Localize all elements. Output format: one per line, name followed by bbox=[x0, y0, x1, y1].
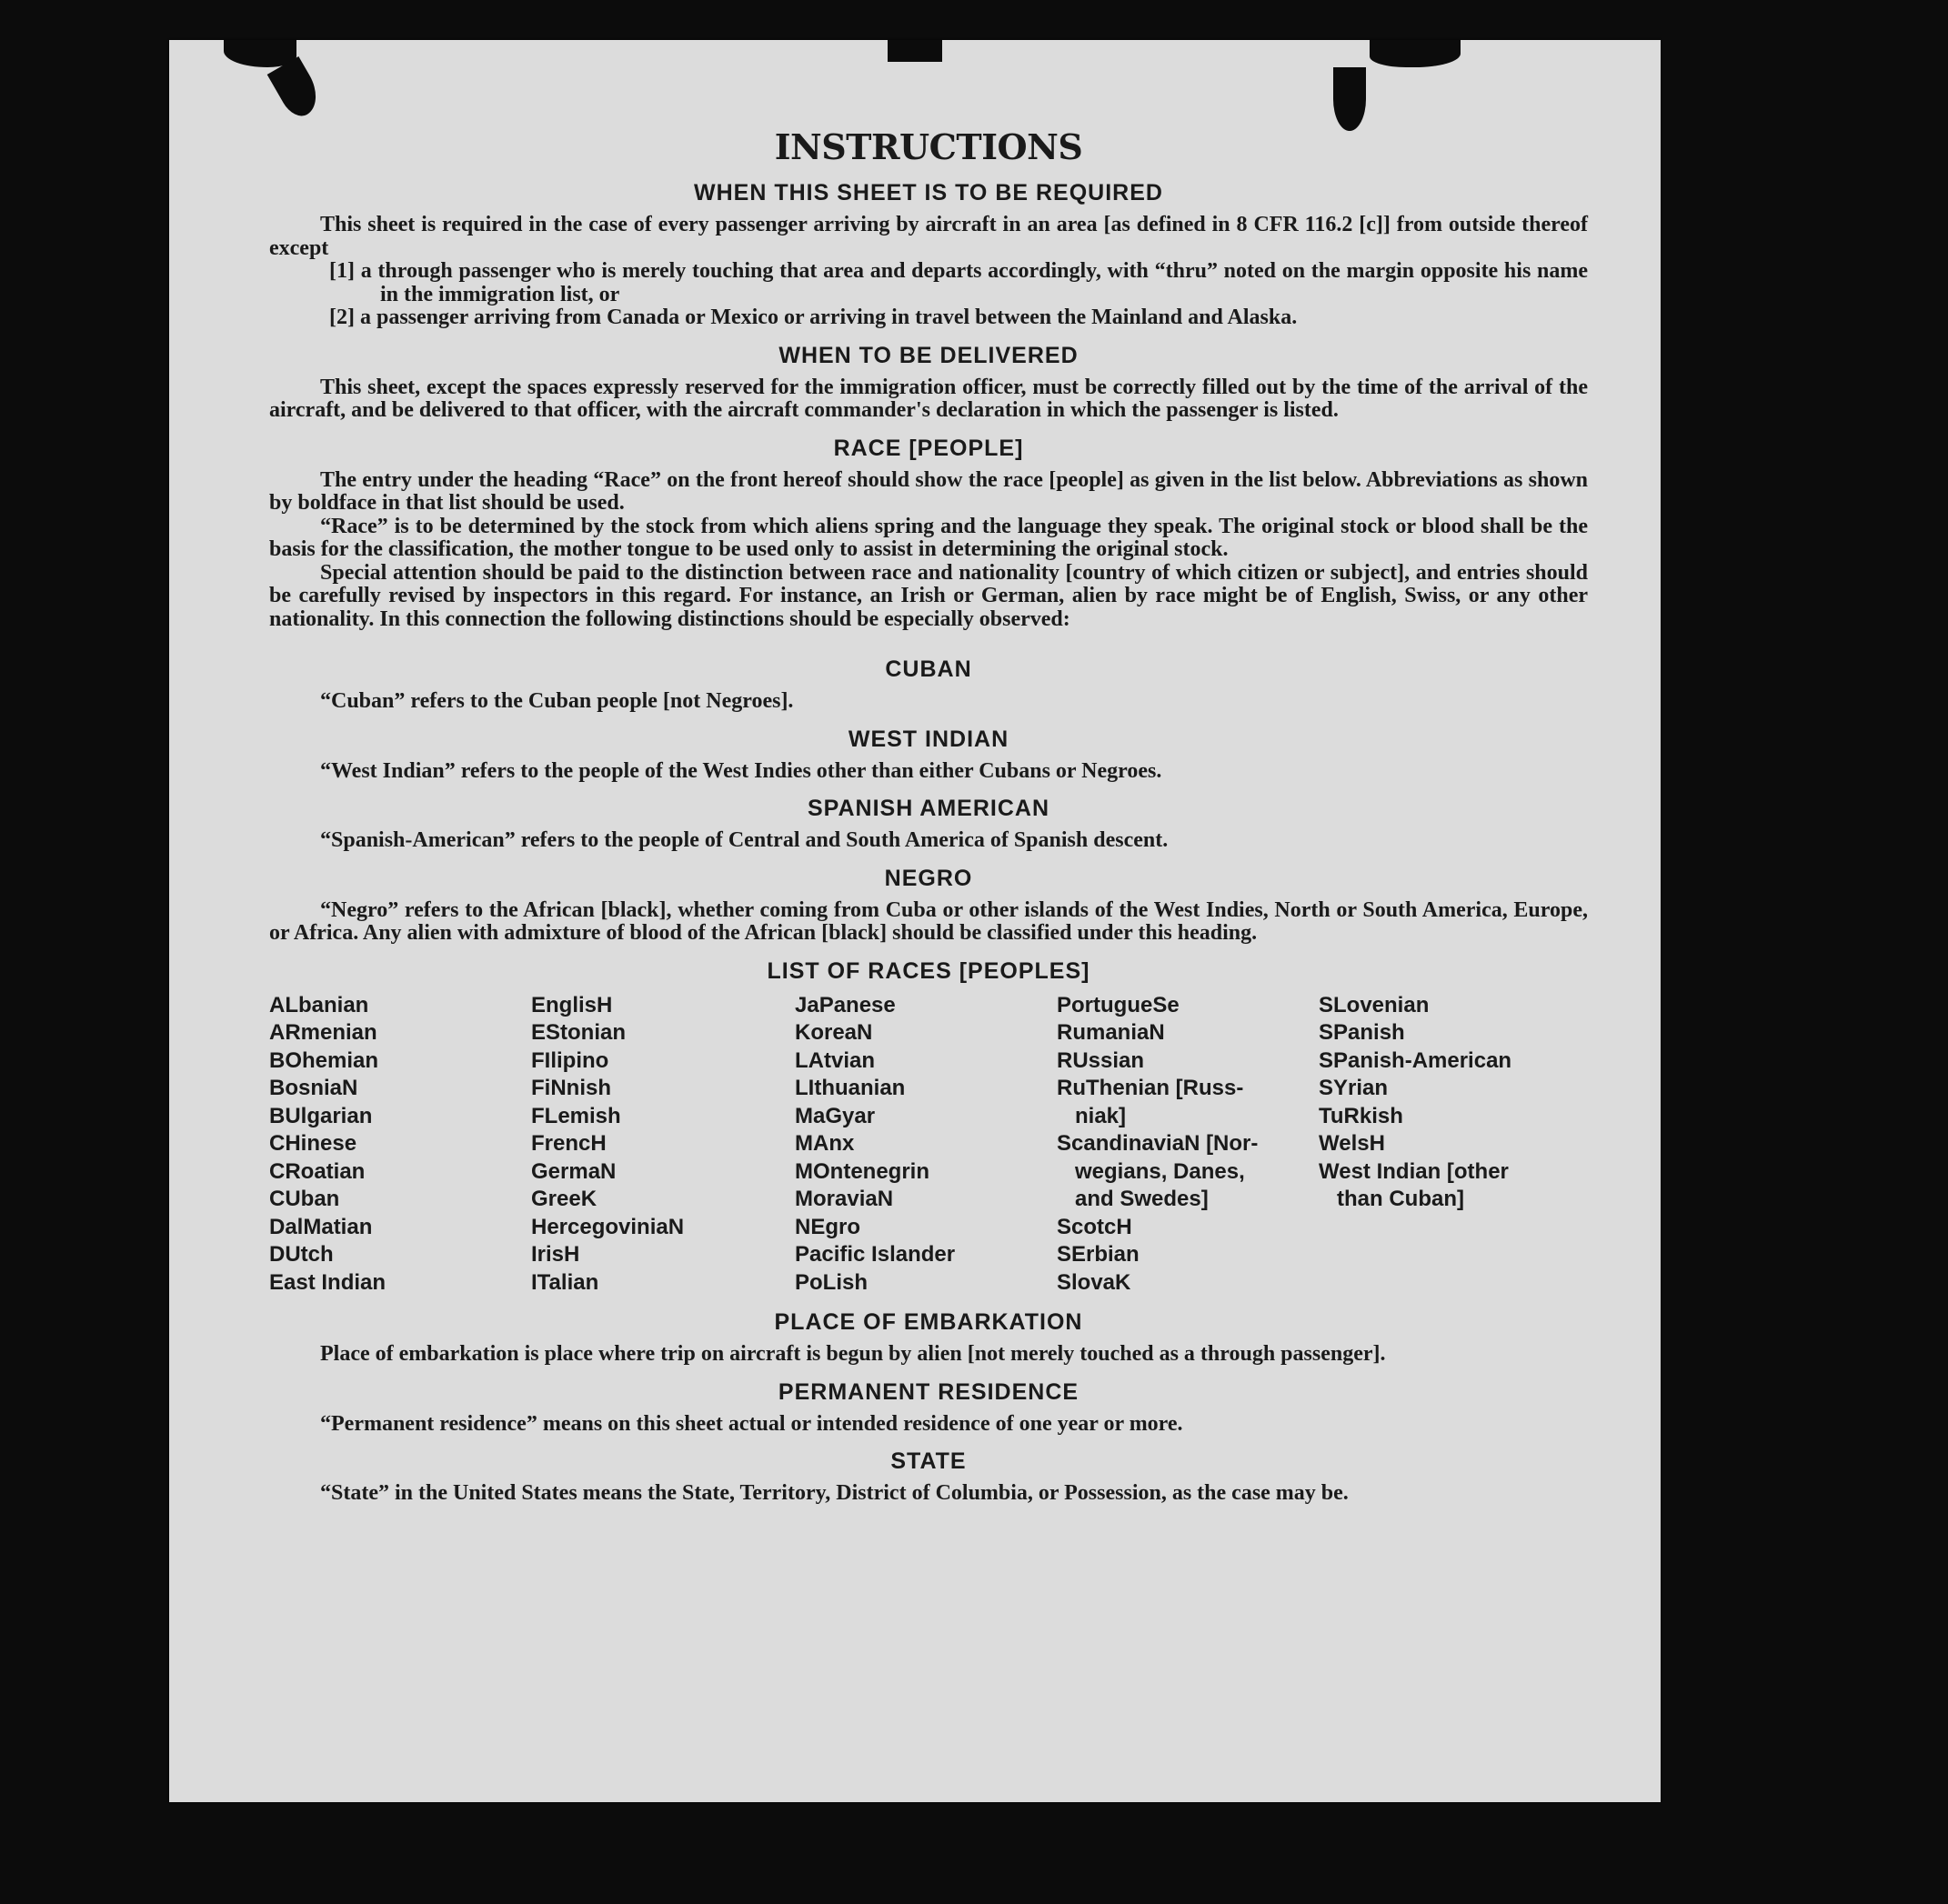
heading-list-of-races: LIST OF RACES [PEOPLES] bbox=[767, 957, 1090, 984]
race-entry: SYrian bbox=[1319, 1076, 1389, 1100]
race-entry: SPanish-American bbox=[1319, 1047, 1512, 1073]
heading-embarkation: PLACE OF EMBARKATION bbox=[774, 1309, 1083, 1335]
race-entry: ALbanian bbox=[269, 992, 369, 1017]
torn-edge bbox=[1370, 40, 1461, 67]
race-paragraph-2: “Race” is to be determined by the stock from which aliens spring and the language they speak. The original stock or blood shall be the basis for the classification, the mother tongue to be used only to assist in determining the original stock. bbox=[269, 514, 1588, 561]
race-entry: MoraviaN bbox=[795, 1187, 894, 1211]
race-entry: ITalian bbox=[531, 1269, 599, 1295]
race-entry: NEgro bbox=[795, 1214, 860, 1239]
race-entry: FrencH bbox=[531, 1131, 607, 1156]
race-entry: TuRkish bbox=[1319, 1103, 1403, 1128]
race-entry: LAtvian bbox=[795, 1047, 876, 1073]
race-paragraph-3: Special attention should be paid to the distinction between race and nationality [country of which citizen or subject], and entries should be carefully revised by inspectors in this regard. For instance, an Irish or German, alien by race might be of English, Swiss, or any other nationality. In this connection the following distinctions should be especially observed: bbox=[269, 560, 1588, 631]
embarkation-text: Place of embarkation is place where trip on aircraft is begun by alien [not merely touched as a through passenger]. bbox=[320, 1342, 1386, 1366]
race-entry: and Swedes] bbox=[1057, 1187, 1209, 1211]
exception-item-1: [1] a through passenger who is merely touching that area and departs accordingly, with “thru” noted on the margin opposite his name in the immigration list, or bbox=[329, 259, 1588, 306]
race-column-5 bbox=[1319, 992, 1581, 1298]
race-entry: West Indian [other bbox=[1319, 1158, 1509, 1184]
race-paragraph-1: The entry under the heading “Race” on the front hereof should show the race [people] as given in the list below. Abbreviations as shown by boldface in that list should be used. bbox=[269, 467, 1588, 515]
heading-west-indian: WEST INDIAN bbox=[848, 726, 1009, 752]
race-column-1 bbox=[269, 992, 531, 1298]
race-column-3 bbox=[795, 992, 1057, 1298]
race-entry: ARmenian bbox=[269, 1020, 377, 1045]
race-list bbox=[269, 992, 1588, 1298]
race-entry: RuThenian [Russ- bbox=[1057, 1076, 1244, 1100]
instruction-sheet bbox=[169, 40, 1661, 1802]
race-entry: SLovenian bbox=[1319, 992, 1430, 1017]
residence-text: “Permanent residence” means on this sheet actual or intended residence of one year or more. bbox=[320, 1411, 1183, 1436]
race-entry: East Indian bbox=[269, 1269, 387, 1295]
exception-item-2: [2] a passenger arriving from Canada or Mexico or arriving in travel between the Mainland and Alaska. bbox=[329, 306, 1298, 329]
cuban-text: “Cuban” refers to the Cuban people [not Negroes]. bbox=[320, 689, 794, 713]
race-entry: WelsH bbox=[1319, 1131, 1385, 1156]
heading-when-required: WHEN THIS SHEET IS TO BE REQUIRED bbox=[694, 180, 1163, 205]
race-entry: ScandinaviaN [Nor- bbox=[1057, 1131, 1259, 1156]
race-entry: FIlipino bbox=[531, 1047, 609, 1073]
heading-negro: NEGRO bbox=[884, 865, 973, 891]
west-indian-text: “West Indian” refers to the people of the West Indies other than either Cubans or Negroes. bbox=[320, 758, 1162, 783]
race-entry: PoLish bbox=[795, 1269, 869, 1295]
race-entry: SlovaK bbox=[1057, 1269, 1131, 1295]
race-entry: PortugueSe bbox=[1057, 992, 1180, 1017]
when-delivered-text: This sheet, except the spaces expressly reserved for the immigration officer, must be correctly filled out by the time of the arrival of the aircraft, and be delivered to that officer, with the aircraft commander's declaration in which the passenger is listed. bbox=[269, 375, 1588, 422]
race-entry: EStonian bbox=[531, 1020, 627, 1045]
heading-cuban: CUBAN bbox=[885, 656, 972, 682]
race-entry: GreeK bbox=[531, 1187, 597, 1211]
torn-edge bbox=[888, 40, 942, 62]
race-entry: RumaniaN bbox=[1057, 1020, 1165, 1045]
heading-when-delivered: WHEN TO BE DELIVERED bbox=[778, 342, 1079, 368]
when-required-intro: This sheet is required in the case of every passenger arriving by aircraft in an area [as defined in 8 CFR 116.2 [c]] from outside thereof except bbox=[269, 213, 1588, 260]
race-entry: BUlgarian bbox=[269, 1103, 373, 1128]
heading-spanish-american: SPANISH AMERICAN bbox=[807, 796, 1049, 821]
race-entry: JaPanese bbox=[795, 992, 896, 1017]
race-entry: Pacific Islander bbox=[795, 1242, 956, 1267]
race-entry: wegians, Danes, bbox=[1057, 1158, 1245, 1184]
race-entry: BosniaN bbox=[269, 1076, 358, 1100]
page-title: INSTRUCTIONS bbox=[774, 126, 1083, 167]
race-column-4 bbox=[1057, 992, 1319, 1298]
race-entry: FLemish bbox=[531, 1103, 621, 1128]
race-entry: SErbian bbox=[1057, 1242, 1140, 1267]
race-entry: KoreaN bbox=[795, 1020, 873, 1045]
negro-text: “Negro” refers to the African [black], whether coming from Cuba or other islands of the West Indies, North or South America, Europe, or Africa. Any alien with admixture of blood of the African [black] should be classified under this heading. bbox=[269, 897, 1588, 945]
spanish-american-text: “Spanish-American” refers to the people of Central and South America of Spanish descent. bbox=[320, 828, 1169, 852]
race-entry: RUssian bbox=[1057, 1047, 1145, 1073]
race-entry: CRoatian bbox=[269, 1158, 366, 1184]
race-column-2 bbox=[531, 992, 795, 1298]
race-entry: CUban bbox=[269, 1187, 340, 1211]
race-entry: ScotcH bbox=[1057, 1214, 1132, 1239]
race-entry: than Cuban] bbox=[1319, 1187, 1464, 1211]
race-entry: FiNnish bbox=[531, 1076, 611, 1100]
race-entry: BOhemian bbox=[269, 1047, 379, 1073]
heading-permanent-residence: PERMANENT RESIDENCE bbox=[778, 1378, 1079, 1405]
race-entry: HercegoviniaN bbox=[531, 1214, 685, 1239]
race-entry: DUtch bbox=[269, 1242, 334, 1267]
race-entry: MAnx bbox=[795, 1131, 855, 1156]
heading-race: RACE [PEOPLE] bbox=[833, 435, 1024, 461]
race-entry: IrisH bbox=[531, 1242, 580, 1267]
race-entry: CHinese bbox=[269, 1131, 357, 1156]
race-entry: niak] bbox=[1057, 1103, 1127, 1128]
state-text: “State” in the United States means the State, Territory, District of Columbia, or Possession, as the case may be. bbox=[320, 1481, 1349, 1505]
heading-state: STATE bbox=[890, 1448, 967, 1474]
race-entry: GermaN bbox=[531, 1158, 617, 1184]
race-entry: EnglisH bbox=[531, 992, 613, 1017]
race-entry: MaGyar bbox=[795, 1103, 876, 1128]
torn-edge bbox=[1333, 67, 1366, 131]
race-entry: LIthuanian bbox=[795, 1076, 906, 1100]
race-entry: DalMatian bbox=[269, 1214, 373, 1239]
race-entry: MOntenegrin bbox=[795, 1158, 929, 1184]
race-entry: SPanish bbox=[1319, 1020, 1405, 1045]
